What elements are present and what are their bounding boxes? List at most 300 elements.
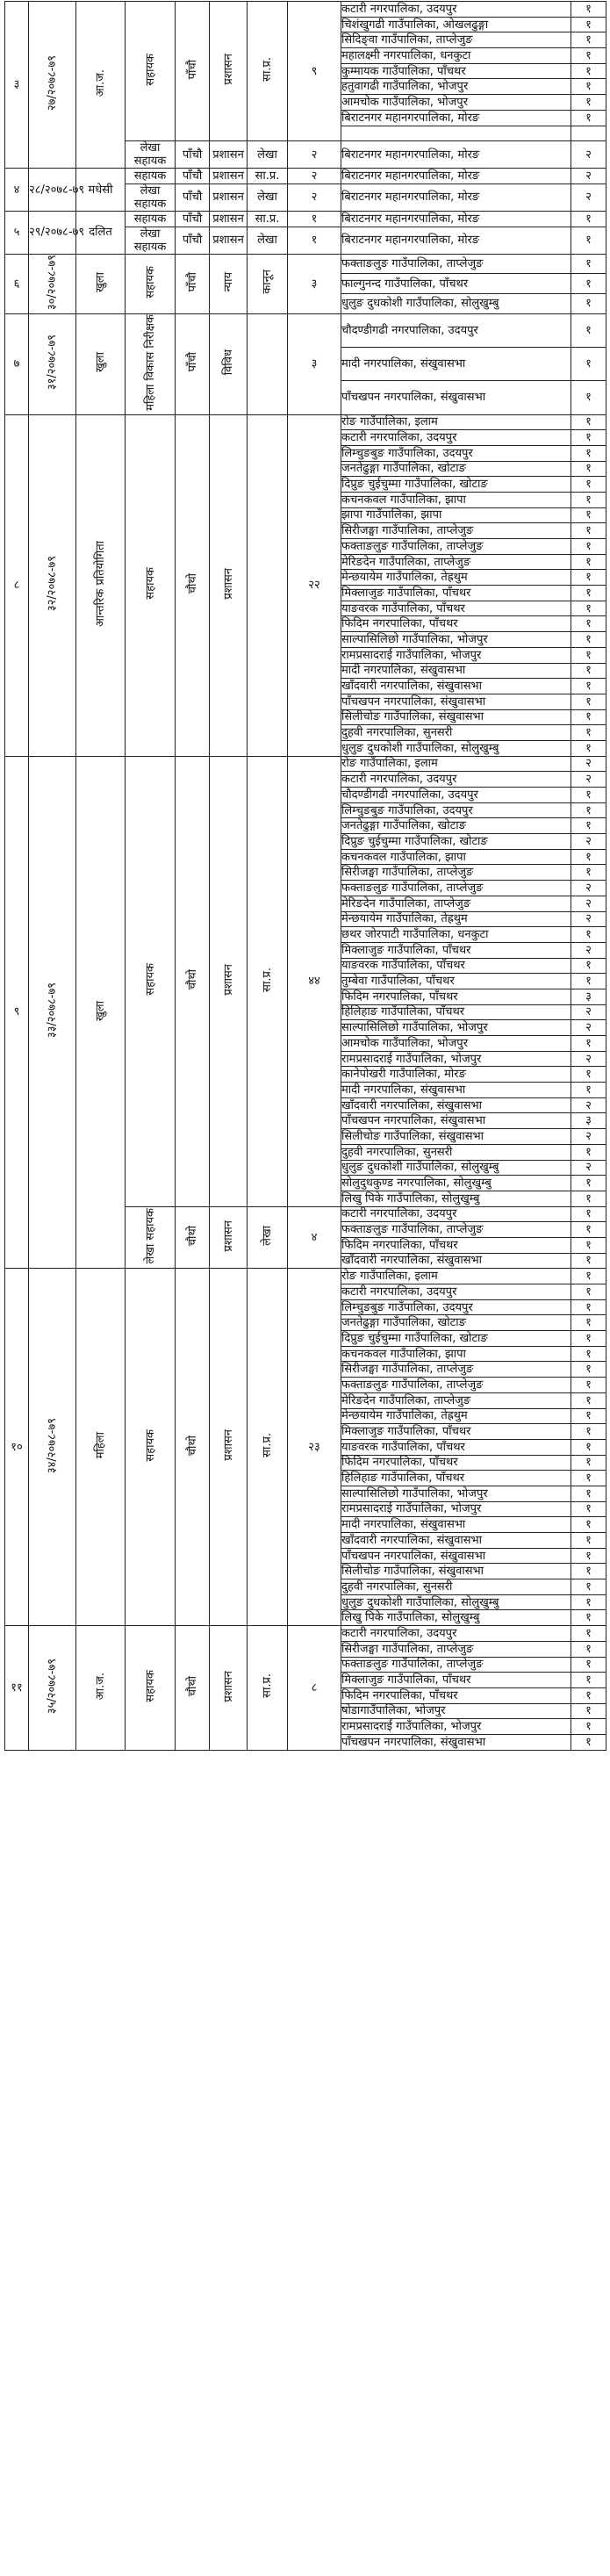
office-count-cell-text: १ xyxy=(585,710,592,724)
office-count-cell-text: १ xyxy=(585,803,592,817)
office-count-cell-text: १ xyxy=(585,1642,592,1656)
serial-number-cell-text: १० xyxy=(11,1440,23,1454)
office-count-cell-text: १ xyxy=(585,1083,592,1097)
office-count-cell-text: २ xyxy=(585,896,592,910)
office-count-cell xyxy=(571,1408,606,1424)
office-count-cell-text: १ xyxy=(585,1238,592,1252)
office-location-cell-text: पाँचखपन नगरपालिका, संखुवासभा xyxy=(341,694,486,709)
office-location-cell-text: जनतेढुङ्गा गाउँपालिका, खोटाङ xyxy=(341,1316,466,1330)
serial-number-cell xyxy=(5,1269,29,1626)
office-location-cell-text: जनतेढुङ्गा गाउँपालिका, खोटाङ xyxy=(341,462,466,476)
office-location-cell xyxy=(341,632,571,648)
post-cell-text: लेखा सहायक xyxy=(143,1207,157,1264)
office-location-cell xyxy=(341,414,571,430)
notice-code-cell-text: ३५/२०७८-७९ xyxy=(46,1658,59,1714)
office-location-cell xyxy=(341,1222,571,1238)
office-location-cell xyxy=(341,1486,571,1501)
office-count-cell-text: २ xyxy=(585,1161,592,1175)
office-location-cell-text: खाँदवारी नगरपालिका, संखुवासभा xyxy=(341,1098,483,1112)
table-row xyxy=(5,169,606,184)
office-location-cell xyxy=(341,1004,571,1020)
office-location-cell xyxy=(341,834,571,850)
office-count-cell-text: १ xyxy=(585,741,592,755)
office-location-cell-text: मिक्लाजुङ गाउँपालिका, पाँचथर xyxy=(341,1673,471,1687)
post-cell-text: सहायक xyxy=(133,212,167,226)
office-location-cell xyxy=(341,2,571,18)
notice-code-cell-text: २७/२०७८-७९ xyxy=(46,55,59,112)
office-location-cell-text: मेन्छयायेम गाउँपालिका, तेह्रथुम xyxy=(341,571,468,585)
office-count-cell-text: १ xyxy=(585,601,592,615)
post-cell xyxy=(126,141,176,169)
serial-number-cell-text: ४ xyxy=(13,183,20,197)
level-cell-text: पाँचौ xyxy=(182,191,203,205)
office-count-cell xyxy=(571,492,606,507)
office-count-cell-text: १ xyxy=(585,446,592,460)
office-location-cell-text: रामप्रसादराई गाउँपालिका, भोजपुर xyxy=(341,1720,482,1734)
post-cell xyxy=(126,1626,176,1751)
total-posts-cell xyxy=(288,1626,341,1751)
service-cell-text: प्रशासन xyxy=(212,148,244,162)
office-location-cell xyxy=(341,141,571,169)
office-count-cell xyxy=(571,1471,606,1486)
serial-number-cell xyxy=(5,1626,29,1751)
level-cell-text: चौथो xyxy=(185,968,199,990)
group-cell-text: सा.प्र. xyxy=(261,57,274,82)
office-location-cell-text: मिक्लाजुङ गाउँपालिका, पाँचथर xyxy=(341,586,471,600)
notice-code-cell xyxy=(29,1269,76,1626)
total-posts-cell xyxy=(288,169,341,184)
office-location-cell-text: दुहवी नगरपालिका, सुनसरी xyxy=(341,1145,453,1159)
office-location-cell xyxy=(341,95,571,111)
office-location-cell-text: चौदण्डीगढी नगरपालिका, उदयपुर xyxy=(341,323,478,337)
office-count-cell-text: २ xyxy=(585,1052,592,1066)
office-location-cell xyxy=(341,461,571,477)
category-cell-text: आ.ज. xyxy=(94,68,107,97)
office-location-cell-text: कटारी नगरपालिका, उदयपुर xyxy=(341,1626,457,1640)
office-count-cell-text: १ xyxy=(585,1223,592,1237)
office-count-cell xyxy=(571,141,606,169)
office-count-cell-text: १ xyxy=(585,277,592,291)
office-location-cell xyxy=(341,818,571,834)
office-count-cell xyxy=(571,1067,606,1083)
office-location-cell xyxy=(341,32,571,48)
group-cell-text: लेखा xyxy=(257,191,277,205)
office-count-cell xyxy=(571,461,606,477)
office-count-cell-text: १ xyxy=(585,555,592,569)
office-count-cell xyxy=(571,1222,606,1238)
office-count-cell-text: २ xyxy=(585,191,592,205)
office-count-cell xyxy=(571,1206,606,1222)
office-location-cell-text: मादी नगरपालिका, संखुवासभा xyxy=(341,1518,466,1532)
office-location-cell xyxy=(341,1719,571,1735)
office-count-cell-text: १ xyxy=(585,1688,592,1702)
office-count-cell xyxy=(571,110,606,126)
office-location-cell-text: रामप्रसादराई गाउँपालिका, भोजपुर xyxy=(341,1502,482,1516)
total-posts-cell-text: ३ xyxy=(311,357,318,371)
post-cell xyxy=(126,1269,176,1626)
category-cell xyxy=(76,2,126,169)
office-count-cell xyxy=(571,834,606,850)
notice-code-cell-text: ३०/२०७८-७९ xyxy=(46,254,59,310)
office-count-cell xyxy=(571,679,606,694)
serial-number-cell-text: ६ xyxy=(13,277,20,291)
office-count-cell-text: २ xyxy=(585,881,592,895)
office-location-cell xyxy=(341,492,571,507)
office-count-cell-text: १ xyxy=(585,617,592,631)
total-posts-cell-text: २ xyxy=(311,148,318,162)
level-cell xyxy=(176,1206,210,1269)
office-count-cell-text: २ xyxy=(585,912,592,926)
office-count-cell xyxy=(571,1533,606,1549)
total-posts-cell xyxy=(288,211,341,227)
office-count-cell xyxy=(571,725,606,741)
office-count-cell xyxy=(571,183,606,211)
service-cell-text: विविध xyxy=(221,349,235,376)
notice-code-cell xyxy=(29,1626,76,1751)
notice-code-cell-text: ३३/२०७८-७९ xyxy=(46,982,59,1039)
office-count-cell-text: १ xyxy=(585,648,592,662)
office-location-cell-text: मादी नगरपालिका, संखुवासभा xyxy=(341,1083,466,1097)
office-count-cell xyxy=(571,1097,606,1113)
total-posts-cell-text: ९ xyxy=(311,64,318,78)
level-cell-text: पाँचौ xyxy=(182,169,203,183)
notice-code-cell xyxy=(29,254,76,313)
total-posts-cell-text: ३ xyxy=(311,277,318,291)
office-count-cell-text: १ xyxy=(585,48,592,62)
level-cell xyxy=(176,1269,210,1626)
office-count-cell xyxy=(571,663,606,679)
post-cell xyxy=(126,1206,176,1269)
office-count-cell-text: १ xyxy=(585,1440,592,1454)
office-location-cell xyxy=(341,586,571,601)
office-count-cell xyxy=(571,896,606,911)
category-cell xyxy=(76,756,126,1269)
office-location-cell-text: याङवरक गाउँपालिका, पाँचथर xyxy=(341,1440,465,1454)
office-count-cell-text: १ xyxy=(585,462,592,476)
notice-code-cell xyxy=(29,2,76,169)
office-location-cell-text: फिदिम नगरपालिका, पाँचथर xyxy=(341,989,458,1004)
office-location-cell-text: महालक्ष्मी नगरपालिका, धनकुटा xyxy=(341,48,471,62)
office-location-cell xyxy=(341,601,571,616)
office-location-cell xyxy=(341,865,571,881)
office-count-cell xyxy=(571,1237,606,1253)
office-location-cell-text: षोडागाउँपालिका, भोजपुर xyxy=(341,1704,446,1718)
service-cell xyxy=(210,1626,248,1751)
office-count-cell xyxy=(571,1299,606,1315)
office-location-cell-text: फिदिम नगरपालिका, पाँचथर xyxy=(341,1456,458,1470)
office-location-cell-text: रोङ गाउँपालिका, इलाम xyxy=(341,757,438,771)
office-location-cell xyxy=(341,1331,571,1347)
post-cell-text: सहायक xyxy=(133,169,167,183)
office-location-cell-text: कटारी नगरपालिका, उदयपुर xyxy=(341,1284,457,1299)
office-location-cell-text: मेरिङदेन गाउँपालिका, ताप्लेजुङ xyxy=(341,1393,471,1407)
total-posts-cell xyxy=(288,141,341,169)
office-location-cell xyxy=(341,1051,571,1067)
office-count-cell xyxy=(571,974,606,989)
level-cell-text: पाँचौ xyxy=(185,352,199,372)
office-location-cell xyxy=(341,694,571,709)
office-location-cell-text: दुहवी नगरपालिका, सुनसरी xyxy=(341,726,453,740)
office-location-cell xyxy=(341,1548,571,1564)
office-location-cell xyxy=(341,1610,571,1626)
office-count-cell xyxy=(571,570,606,586)
office-location-cell-text: कुम्मायक गाउँपालिका, पाँचथर xyxy=(341,64,466,78)
notice-code-cell-text: २८/२०७८-७९ xyxy=(29,183,85,197)
office-location-cell xyxy=(341,1191,571,1206)
office-count-cell xyxy=(571,1594,606,1610)
office-count-cell-text: १ xyxy=(585,297,592,311)
office-count-cell xyxy=(571,772,606,788)
office-count-cell xyxy=(571,1346,606,1362)
office-count-cell-text: १ xyxy=(585,508,592,522)
office-location-cell-text: पाँचखपन नगरपालिका, संखुवासभा xyxy=(341,1549,486,1563)
office-count-cell xyxy=(571,1362,606,1378)
category-cell-text: आ.ज. xyxy=(94,1672,107,1700)
office-location-cell-text: खाँदवारी नगरपालिका, संखुवासभा xyxy=(341,680,483,694)
office-count-cell xyxy=(571,1144,606,1160)
office-location-cell-text: बिराटनगर महानगरपालिका, मोरङ xyxy=(341,148,480,162)
office-count-cell-text: १ xyxy=(585,95,592,109)
office-count-cell-text: २ xyxy=(585,943,592,957)
office-count-cell-text: १ xyxy=(585,212,592,226)
vacancy-table xyxy=(4,1,606,1751)
office-location-cell-text: हिलिहाङ गाउँपालिका, पाँचथर xyxy=(341,1471,465,1486)
office-count-cell xyxy=(571,989,606,1004)
group-cell xyxy=(248,1626,288,1751)
office-count-cell xyxy=(571,1424,606,1440)
notice-code-cell-text: २९/२०७८-७९ xyxy=(29,226,85,240)
office-count-cell xyxy=(571,818,606,834)
group-cell-text: लेखा xyxy=(261,1226,274,1246)
office-location-cell xyxy=(341,1144,571,1160)
office-count-cell-text: १ xyxy=(585,234,592,248)
post-cell xyxy=(126,227,176,254)
office-count-cell-text: १ xyxy=(585,323,592,337)
office-count-cell-text: १ xyxy=(585,1207,592,1221)
post-cell-text: लेखा सहायक xyxy=(133,227,167,254)
office-count-cell xyxy=(571,169,606,184)
office-location-cell-text: हिलिहाङ गाउँपालिका, पाँचथर xyxy=(341,1005,465,1019)
office-location-cell-text: सिरीजङ्घा गाउँपालिका, ताप्लेजुङ xyxy=(341,1363,474,1377)
office-count-cell-text: १ xyxy=(585,1331,592,1345)
office-count-cell-text: १ xyxy=(585,975,592,989)
office-location-cell-text: लिखु पिके गाउँपालिका, सोलुखुम्बु xyxy=(341,1611,480,1625)
office-count-cell-text: १ xyxy=(585,539,592,553)
office-location-cell xyxy=(341,1315,571,1331)
office-location-cell xyxy=(341,1673,571,1688)
total-posts-cell-text: १ xyxy=(311,234,318,248)
office-count-cell-text: २ xyxy=(585,148,592,162)
office-location-cell xyxy=(341,211,571,227)
office-location-cell xyxy=(341,1501,571,1517)
group-cell-text: लेखा xyxy=(257,148,277,162)
office-count-cell xyxy=(571,1315,606,1331)
office-location-cell-text: छथर जोरपाटी गाउँपालिका, धनकुटा xyxy=(341,928,489,942)
office-count-cell xyxy=(571,788,606,803)
group-cell xyxy=(248,183,288,211)
table-row xyxy=(5,2,606,18)
post-cell xyxy=(126,211,176,227)
service-cell-text: प्रशासन xyxy=(221,54,235,85)
office-count-cell xyxy=(571,865,606,881)
office-count-cell xyxy=(571,647,606,663)
office-location-cell xyxy=(341,1160,571,1176)
office-location-cell-text: मादी नगरपालिका, संखुवासभा xyxy=(341,664,466,678)
office-count-cell xyxy=(571,1687,606,1703)
level-cell xyxy=(176,756,210,1206)
level-cell xyxy=(176,183,210,211)
office-count-cell xyxy=(571,881,606,896)
post-cell xyxy=(126,169,176,184)
level-cell-text: पाँचौ xyxy=(182,148,203,162)
office-count-cell-text: १ xyxy=(585,1425,592,1439)
office-location-cell xyxy=(341,477,571,493)
office-count-cell xyxy=(571,1036,606,1052)
service-cell-text: प्रशासन xyxy=(221,1220,235,1252)
office-count-cell-text: १ xyxy=(585,1720,592,1734)
level-cell xyxy=(176,169,210,184)
level-cell-text: चौथो xyxy=(185,1675,199,1697)
office-location-cell-text: कचनकवल गाउँपालिका, झापा xyxy=(341,850,466,864)
office-location-cell-text: बिराटनगर महानगरपालिका, मोरङ xyxy=(341,212,480,226)
office-location-cell xyxy=(341,647,571,663)
total-posts-cell xyxy=(288,254,341,313)
office-count-cell xyxy=(571,347,606,380)
service-cell xyxy=(210,169,248,184)
office-count-cell-text: २ xyxy=(585,1129,592,1143)
office-count-cell-text: १ xyxy=(585,1518,592,1532)
service-cell xyxy=(210,2,248,141)
office-count-cell-text: १ xyxy=(585,866,592,880)
service-cell xyxy=(210,254,248,313)
office-location-cell xyxy=(341,381,571,414)
category-cell-text: मधेसी xyxy=(88,183,113,197)
group-cell-text: सा.प्र. xyxy=(261,967,274,992)
office-location-cell xyxy=(341,1408,571,1424)
office-location-cell-text: हतुवागढी गाउँपालिका, भोजपुर xyxy=(341,80,469,94)
office-count-cell-text: १ xyxy=(585,493,592,507)
office-location-cell xyxy=(341,1594,571,1610)
office-location-cell-text: कचनकवल गाउँपालिका, झापा xyxy=(341,493,466,507)
office-location-cell-text: पाँचखपन नगरपालिका, संखुवासभा xyxy=(341,391,486,405)
office-count-cell xyxy=(571,1455,606,1471)
level-cell-text: चौथो xyxy=(185,572,199,594)
service-cell xyxy=(210,183,248,211)
category-cell-text: दलित xyxy=(89,226,112,240)
office-location-cell-text: सिरीजङ्घा गाउँपालिका, ताप्लेजुङ xyxy=(341,1642,474,1656)
office-location-cell xyxy=(341,896,571,911)
office-count-cell-text: १ xyxy=(585,586,592,600)
post-cell-text: लेखा सहायक xyxy=(133,141,167,169)
level-cell xyxy=(176,313,210,414)
office-count-cell xyxy=(571,1734,606,1750)
office-count-cell-text: १ xyxy=(585,1502,592,1516)
office-count-cell xyxy=(571,2,606,18)
office-location-cell xyxy=(341,183,571,211)
serial-number-cell xyxy=(5,211,29,254)
office-count-cell-text: १ xyxy=(585,33,592,47)
office-location-cell-text: बिराटनगर महानगरपालिका, मोरङ xyxy=(341,191,480,205)
office-count-cell xyxy=(571,1579,606,1595)
office-location-cell-text: खाँदवारी नगरपालिका, संखुवासभा xyxy=(341,1254,483,1268)
office-count-cell xyxy=(571,1610,606,1626)
office-count-cell xyxy=(571,802,606,818)
office-count-cell xyxy=(571,1486,606,1501)
office-location-cell-text: तुम्बेवा गाउँपालिका, पाँचथर xyxy=(341,975,455,989)
office-count-cell xyxy=(571,554,606,570)
office-count-cell-text: १ xyxy=(585,680,592,694)
serial-number-cell-text: ५ xyxy=(13,226,20,240)
total-posts-cell xyxy=(288,313,341,414)
group-cell xyxy=(248,211,288,227)
level-cell-text: पाँचौ xyxy=(182,234,203,248)
office-location-cell-text: मेन्छयायेम गाउँपालिका, तेह्रथुम xyxy=(341,912,468,926)
office-count-cell xyxy=(571,1284,606,1300)
office-count-cell-text: २ xyxy=(585,757,592,771)
office-location-cell xyxy=(341,1284,571,1300)
serial-number-cell xyxy=(5,756,29,1269)
level-cell xyxy=(176,141,210,169)
office-count-cell-text: २ xyxy=(585,1005,592,1019)
total-posts-cell xyxy=(288,756,341,1206)
post-cell-text: सहायक xyxy=(143,567,157,600)
office-location-cell-text: बिराटनगर महानगरपालिका, मोरङ xyxy=(341,111,480,125)
table-row xyxy=(5,414,606,430)
notice-code-cell xyxy=(29,414,76,756)
service-cell-text: प्रशासन xyxy=(221,1670,235,1702)
table-row xyxy=(5,313,606,347)
office-count-cell xyxy=(571,740,606,756)
office-location-cell xyxy=(341,740,571,756)
office-location-cell-text: कटारी नगरपालिका, उदयपुर xyxy=(341,773,457,787)
level-cell-text: पाँचौ xyxy=(182,212,203,226)
office-location-cell-text: सिदिङ्वा गाउँपालिका, ताप्लेजुङ xyxy=(341,33,473,47)
office-count-cell xyxy=(571,430,606,446)
office-count-cell xyxy=(571,1564,606,1579)
office-count-cell xyxy=(571,1641,606,1657)
office-count-cell-text: १ xyxy=(585,391,592,405)
office-location-cell-text: फिदिम नगरपालिका, पाँचथर xyxy=(341,1238,458,1252)
level-cell xyxy=(176,211,210,227)
office-count-cell-text: १ xyxy=(585,1300,592,1314)
service-cell xyxy=(210,141,248,169)
office-location-cell-text: याङवरक गाउँपालिका, पाँचथर xyxy=(341,959,465,973)
office-location-cell-text: रोङ गाउँपालिका, इलाम xyxy=(341,1270,438,1284)
table-row xyxy=(5,1269,606,1284)
office-count-cell-text: २ xyxy=(585,834,592,848)
office-count-cell-text: १ xyxy=(585,819,592,833)
group-cell-text: सा.प्र. xyxy=(261,1673,274,1699)
office-location-cell xyxy=(341,1299,571,1315)
office-count-cell-text: १ xyxy=(585,1316,592,1330)
level-cell xyxy=(176,2,210,141)
service-cell xyxy=(210,414,248,756)
category-cell xyxy=(76,313,126,414)
service-cell xyxy=(210,1269,248,1626)
post-cell-text: सहायक xyxy=(143,1428,157,1462)
office-count-cell xyxy=(571,126,606,141)
office-count-cell xyxy=(571,911,606,927)
office-location-cell xyxy=(341,1424,571,1440)
post-cell-text: सहायक xyxy=(143,963,157,996)
office-count-cell xyxy=(571,1673,606,1688)
office-location-cell xyxy=(341,79,571,95)
table-row xyxy=(5,1626,606,1642)
category-cell-text: महिला xyxy=(94,1432,107,1459)
office-location-cell xyxy=(341,1455,571,1471)
office-count-cell-text: १ xyxy=(585,478,592,492)
office-count-cell-text: १ xyxy=(585,571,592,585)
